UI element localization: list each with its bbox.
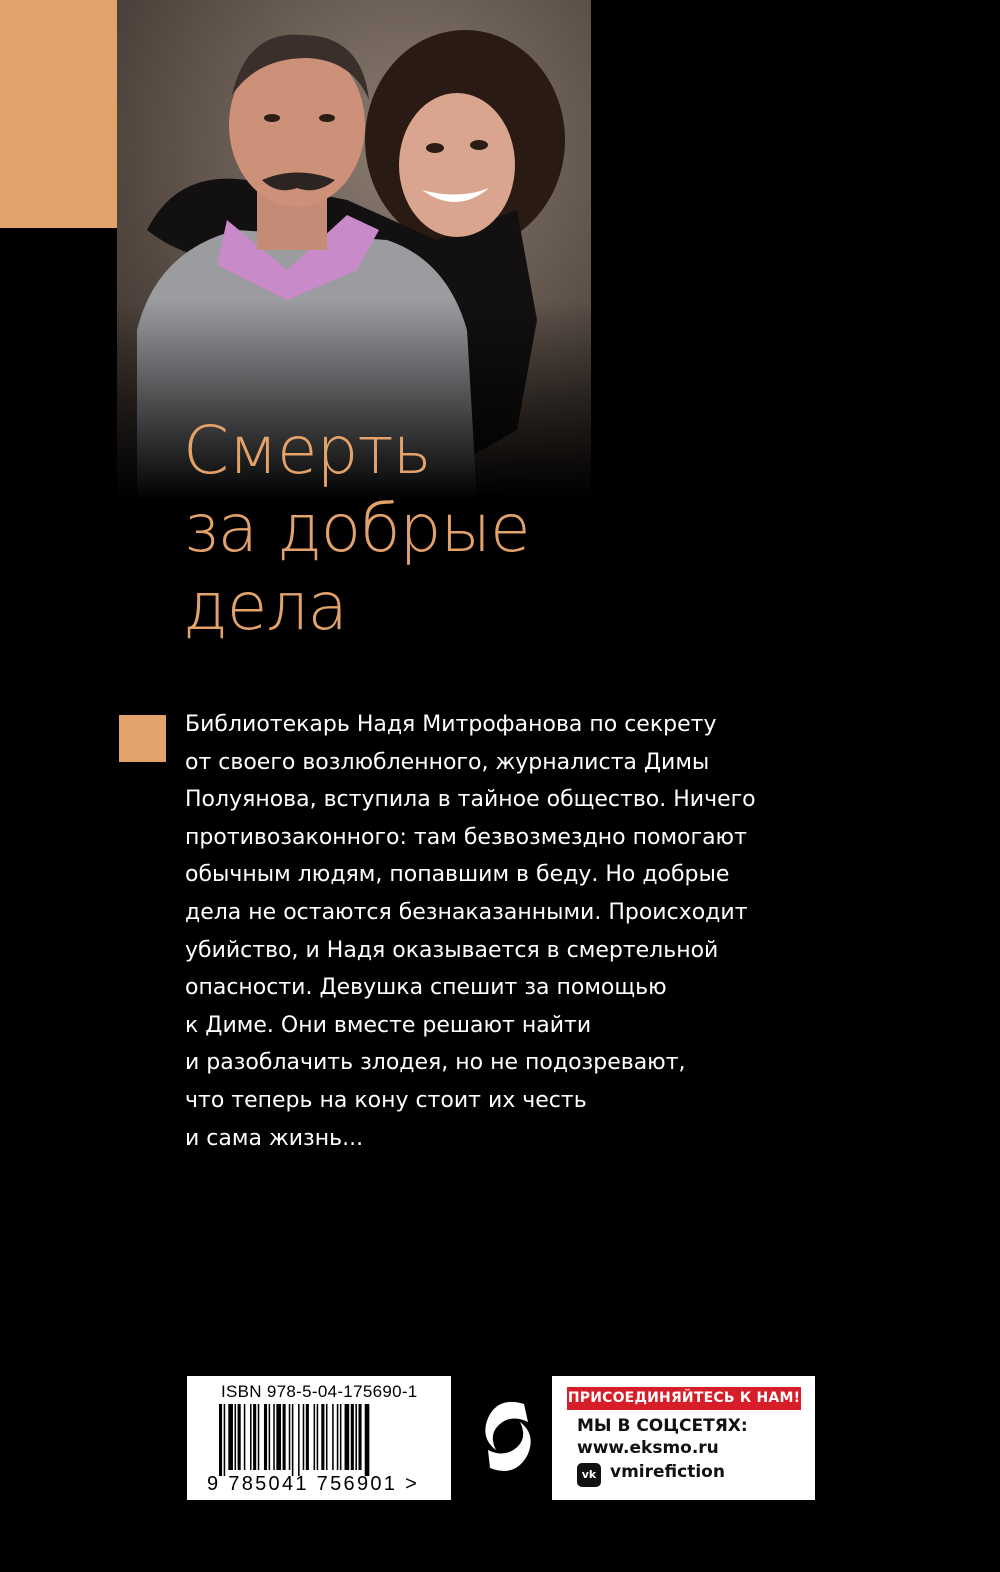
blurb-line: опасности. Девушка спешит за помощью [185, 975, 667, 1001]
vk-handle-link[interactable]: vmirefiction [610, 1462, 725, 1482]
barcode-bar [340, 1404, 342, 1470]
blurb-line: обычным людям, попавшим в беду. Но добрые [185, 862, 730, 888]
blurb-line: и сама жизнь... [185, 1125, 364, 1151]
barcode-bar [224, 1404, 226, 1476]
blurb-line: и разоблачить злодея, но не подозревают, [185, 1050, 686, 1076]
barcode-bar [314, 1404, 316, 1470]
blurb-bullet-square [119, 715, 166, 762]
barcode-bar [276, 1404, 281, 1470]
barcode-bar [292, 1404, 294, 1476]
barcode-bar [289, 1404, 291, 1470]
vk-icon: vk [577, 1463, 601, 1487]
barcode-bar [253, 1404, 256, 1470]
isbn-barcode [187, 1376, 451, 1500]
barcode-bar [298, 1404, 300, 1476]
isbn-label: ISBN 978-5-04-175690-1 [221, 1382, 418, 1401]
blurb-line: от своего возлюбленного, журналиста Димы [185, 749, 710, 775]
barcode-bar [219, 1404, 222, 1476]
barcode-bar [332, 1404, 334, 1470]
barcode-bar [306, 1404, 309, 1470]
blurb-line: дела не остаются безнаказанными. Происходит [185, 899, 748, 925]
blurb-line: Библиотекарь Надя Митрофанова по секрету [185, 712, 717, 737]
barcode-bar [244, 1404, 246, 1470]
social-heading: МЫ В СОЦСЕТЯХ: [577, 1416, 748, 1436]
blurb-line: Полуянова, вступила в тайное общество. Ничего [185, 787, 756, 813]
barcode-bar [303, 1404, 305, 1470]
barcode-bar [355, 1404, 357, 1470]
barcode-bar [326, 1404, 328, 1470]
barcode-bar [235, 1404, 237, 1470]
barcode-bar [250, 1404, 252, 1470]
barcode-bar [269, 1404, 271, 1470]
barcode-bar [337, 1404, 339, 1470]
website-link[interactable]: www.eksmo.ru [577, 1438, 719, 1458]
social-info-box [552, 1376, 815, 1500]
title-line: за добрые [183, 490, 530, 567]
barcode-digits: 9 785041 756901 > [207, 1473, 420, 1495]
accent-corner-block [0, 0, 117, 228]
barcode-bar [264, 1404, 267, 1470]
barcode-bar [365, 1404, 370, 1476]
title-line: Смерть [183, 412, 431, 489]
join-us-banner: ПРИСОЕДИНЯЙТЕСЬ К НАМ! [567, 1387, 801, 1410]
barcode-bar [238, 1404, 241, 1470]
barcode-bar [345, 1404, 350, 1470]
barcode-bar [283, 1404, 286, 1470]
blurb-line: что теперь на кону стоит их честь [185, 1087, 587, 1113]
blurb-line: убийство, и Надя оказывается в смертельной [185, 937, 719, 963]
book-title [183, 412, 783, 646]
title-line: дела [183, 568, 347, 645]
blurb-line: к Диме. Они вместе решают найти [185, 1012, 592, 1038]
book-blurb [185, 706, 785, 1157]
barcode-bar [258, 1404, 260, 1470]
barcode-bars [219, 1404, 419, 1476]
barcode-bar [351, 1404, 354, 1470]
barcode-bar [228, 1404, 233, 1470]
barcode-bar [321, 1404, 324, 1470]
barcode-bar [317, 1404, 319, 1470]
blurb-line: противозаконного: там безвозмездно помогают [185, 824, 747, 850]
barcode-bar [273, 1404, 275, 1470]
eksmo-logo-icon [478, 1394, 536, 1478]
barcode-bar [359, 1404, 362, 1470]
